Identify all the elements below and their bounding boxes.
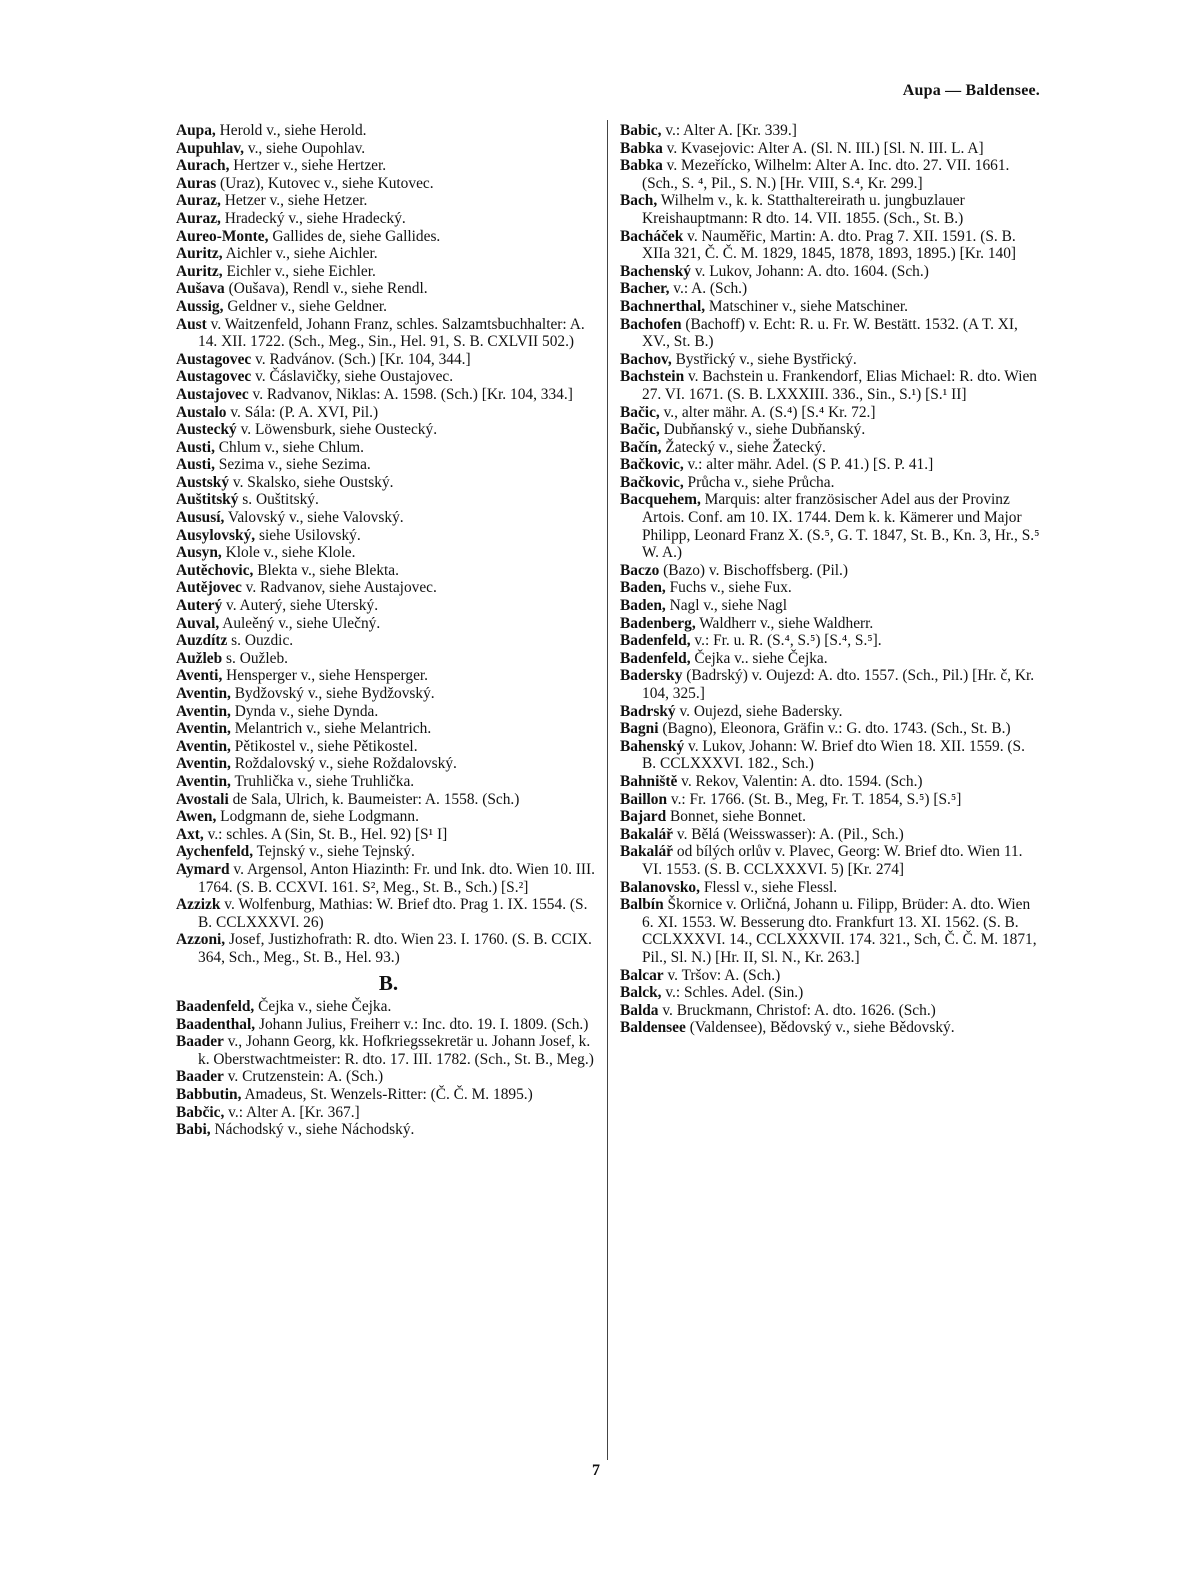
dictionary-entry: [176, 140, 601, 158]
dictionary-entry: [620, 984, 1041, 1002]
entry-text: Škornice v. Orličná, Johann u. Filipp, Brüder: A. dto. Wien 6. XI. 1553. W. Besserung dto. Frankfurt 13. XI. 1562. (S. B. CCLXXXVI. 14., CCLXXXVII. 174. 321., Sch, Č. Č. M. 1871, Pil., Sl. N.) [Hr. II, Sl. N., Kr. 263.]: [642, 896, 1037, 966]
dictionary-entry: [620, 456, 1041, 474]
entry-headword: Bachnerthal,: [620, 297, 706, 315]
entry-headword: Aupa,: [176, 122, 216, 139]
entry-headword: Azzoni,: [176, 931, 226, 949]
entry-text: v.: alter mähr. Adel. (S P. 41.) [S. P. 41.]: [683, 456, 934, 474]
dictionary-entry: [176, 597, 601, 615]
dictionary-entry: [620, 1002, 1041, 1020]
entry-headword: Ausylovský,: [176, 526, 256, 544]
entry-text: Hensperger v., siehe Hensperger.: [222, 667, 429, 685]
entry-text: Aichler v., siehe Aichler.: [222, 245, 378, 263]
entry-text: Melantrich v., siehe Melantrich.: [230, 720, 432, 738]
entry-text: Dubňanský v., siehe Dubňanský.: [659, 421, 866, 439]
entry-text: v. Bachstein u. Frankendorf, Elias Michael: R. dto. Wien 27. VI. 1671. (S. B. LXXXIII. 336., Sin., S.¹) [S.¹ II]: [642, 368, 1038, 403]
dictionary-entry: [620, 773, 1041, 791]
dictionary-entry: [176, 998, 601, 1016]
entry-text: v.: Alter A. [Kr. 339.]: [661, 122, 797, 139]
entry-text: v. Waitzenfeld, Johann Franz, schles. Salzamtsbuchhalter: A. 14. XII. 1722. (Sch., Meg., Sin., Hel. 91, S. B. CXLVII 502.): [198, 315, 585, 351]
entry-text: v. Rekov, Valentin: A. dto. 1594. (Sch.): [677, 772, 923, 790]
dictionary-entry: [620, 1019, 1041, 1037]
entry-headword: Bacher,: [620, 280, 670, 298]
dictionary-entry: [620, 228, 1041, 263]
dictionary-entry: [620, 280, 1041, 298]
dictionary-entry: [176, 404, 601, 422]
entry-text: (Bazo) v. Bischoffsberg. (Pil.): [659, 561, 848, 579]
dictionary-entry: [176, 615, 601, 633]
entry-headword: Bakalář: [620, 843, 674, 861]
dictionary-entry: [620, 896, 1041, 966]
entry-text: v. Tršov: A. (Sch.): [663, 966, 781, 984]
entry-text: Valovský v., siehe Valovský.: [224, 509, 404, 527]
dictionary-entry: [620, 421, 1041, 439]
dictionary-entry: [176, 192, 601, 210]
dictionary-entry: [620, 439, 1041, 457]
entry-text: v. Čáslavičky, siehe Oustajovec.: [251, 368, 454, 386]
dictionary-entry: [176, 527, 601, 545]
entry-headword: Austagovec: [176, 350, 252, 368]
dictionary-entry: [620, 738, 1041, 773]
dictionary-entry: [176, 544, 601, 562]
dictionary-entry: [176, 351, 601, 369]
entry-headword: Austalo: [176, 403, 227, 421]
dictionary-entry: [620, 967, 1041, 985]
entry-text: v., Johann Georg, kk. Hofkriegssekretär u. Johann Josef, k. k. Oberstwachtmeister: R. dto. 17. III. 1782. (Sch., St. B., Meg.): [198, 1033, 594, 1068]
dictionary-entry: [620, 843, 1041, 878]
entry-text: v. Skalsko, siehe Oustský.: [229, 473, 394, 491]
entry-headword: Balanovsko,: [620, 878, 700, 896]
entry-text: Wilhelm v., k. k. Statthaltereirath u. jungbuzlauer Kreishauptmann: R dto. 14. VII. 1855. (Sch., St. B.): [642, 192, 965, 227]
dictionary-entry: [176, 474, 601, 492]
dictionary-entry: [620, 474, 1041, 492]
entry-headword: Badenberg,: [620, 614, 696, 632]
entry-headword: Bakalář: [620, 825, 674, 843]
dictionary-entry: [176, 122, 601, 140]
entry-headword: Bahenský: [620, 737, 685, 755]
entry-headword: Auraz,: [176, 209, 221, 227]
entry-text: Fuchs v., siehe Fux.: [665, 579, 792, 597]
entry-text: s. Ouštitský.: [238, 491, 319, 509]
dictionary-entry: [620, 879, 1041, 897]
dictionary-entry: [176, 368, 601, 386]
dictionary-entry: [176, 773, 601, 791]
entry-headword: Balbín: [620, 896, 664, 914]
entry-text: Hertzer v., siehe Hertzer.: [229, 157, 387, 175]
dictionary-entry: [176, 210, 601, 228]
entry-headword: Baden,: [620, 579, 666, 597]
entry-text: (Bachoff) v. Echt: R. u. Fr. W. Bestätt. 1532. (A T. XI, XV., St. B.): [642, 315, 1018, 351]
entry-headword: Aventi,: [176, 667, 223, 685]
dictionary-entry: [176, 316, 601, 351]
entry-headword: Bahniště: [620, 772, 678, 790]
dictionary-entry: [176, 931, 601, 966]
entry-headword: Bacquehem,: [620, 491, 701, 509]
entry-headword: Baadenfeld,: [176, 998, 255, 1016]
entry-text: v.: schles. A (Sin, St. B., Hel. 92) [S¹ I]: [203, 825, 448, 843]
entry-text: Sezima v., siehe Sezima.: [214, 456, 371, 474]
dictionary-entry: [176, 896, 601, 931]
entry-headword: Badersky: [620, 667, 683, 685]
dictionary-entry: [176, 861, 601, 896]
entry-text: v.: Alter A. [Kr. 367.]: [224, 1103, 360, 1121]
dictionary-entry: [620, 298, 1041, 316]
entry-text: v. Mezeřícko, Wilhelm: Alter A. Inc. dto. 27. VII. 1661. (Sch., S. ⁴, Pil., S. N.) [Hr. VIII, S.⁴, Kr. 299.]: [642, 157, 1010, 192]
entry-headword: Aussig,: [176, 297, 224, 315]
entry-headword: Austi,: [176, 456, 215, 474]
dictionary-entry: [176, 667, 601, 685]
right-column: [620, 122, 1041, 1037]
entry-text: Herold v., siehe Herold.: [215, 122, 367, 139]
dictionary-entry: [620, 368, 1041, 403]
dictionary-entry: [620, 140, 1041, 158]
entries-b-section-right: [620, 122, 1041, 1037]
dictionary-entry: [620, 562, 1041, 580]
dictionary-entry: [620, 703, 1041, 721]
entry-headword: Badenfeld,: [620, 632, 691, 650]
dictionary-entry: [620, 491, 1041, 561]
dictionary-entry: [176, 579, 601, 597]
entry-text: v.: Fr. u. R. (S.⁴, S.⁵) [S.⁴, S.⁵].: [690, 632, 882, 650]
entry-text: v. Bruckmann, Christof: A. dto. 1626. (Sch.): [658, 1001, 936, 1019]
entry-text: s. Oužleb.: [222, 649, 289, 667]
entry-headword: Baadenthal,: [176, 1015, 256, 1033]
dictionary-entry: [620, 351, 1041, 369]
entry-headword: Aususí,: [176, 509, 225, 527]
entry-headword: Bačic,: [620, 403, 660, 421]
entry-headword: Baczo: [620, 561, 660, 579]
dictionary-entry: [176, 650, 601, 668]
dictionary-entry: [620, 263, 1041, 281]
entries-a-section: [176, 122, 601, 967]
dictionary-entry: [176, 386, 601, 404]
entry-text: Bystřický v., siehe Bystřický.: [671, 350, 857, 368]
entry-headword: Aventin,: [176, 685, 231, 702]
entry-headword: Auritz,: [176, 245, 223, 263]
entry-text: de Sala, Ulrich, k. Baumeister: A. 1558. (Sch.): [228, 790, 520, 808]
dictionary-entry: [176, 421, 601, 439]
entry-headword: Awen,: [176, 808, 217, 826]
entry-headword: Autějovec: [176, 579, 242, 597]
entry-headword: Bačkovic,: [620, 456, 684, 474]
dictionary-entry: [620, 597, 1041, 615]
entry-text: v. Radvanov, siehe Austajovec.: [241, 579, 437, 597]
dictionary-entry: [176, 1068, 601, 1086]
entry-text: Nagl v., siehe Nagl: [665, 597, 788, 615]
entry-headword: Aventin,: [176, 772, 231, 790]
entry-headword: Austi,: [176, 438, 215, 456]
entry-text: Chlum v., siehe Chlum.: [214, 438, 364, 456]
dictionary-entry: [176, 157, 601, 175]
dictionary-entry: [176, 298, 601, 316]
dictionary-entry: [620, 579, 1041, 597]
entry-text: Geldner v., siehe Geldner.: [223, 297, 388, 315]
entry-headword: Auterý: [176, 597, 223, 615]
dictionary-entry: [176, 685, 601, 703]
entry-headword: Auštitský: [176, 491, 239, 509]
dictionary-entry: [176, 228, 601, 246]
entry-headword: Aymard: [176, 860, 230, 878]
dictionary-entry: [176, 632, 601, 650]
dictionary-entry: [620, 122, 1041, 140]
entry-text: Bonnet, siehe Bonnet.: [666, 808, 806, 826]
dictionary-entry: [620, 192, 1041, 227]
dictionary-entry: [620, 157, 1041, 192]
dictionary-entry: [176, 245, 601, 263]
entry-text: (Uraz), Kutovec v., siehe Kutovec.: [216, 174, 434, 192]
entry-text: Matschiner v., siehe Matschiner.: [705, 297, 908, 315]
entry-text: Klole v., siehe Klole.: [221, 544, 356, 562]
entry-headword: Auras: [176, 174, 217, 192]
entry-headword: Badenfeld,: [620, 649, 691, 667]
entry-text: Truhlička v., siehe Truhlička.: [230, 772, 415, 790]
entry-text: v. Nauměřic, Martin: A. dto. Prag 7. XII. 1591. (S. B. XIIa 321, Č. Č. M. 1829, 1845, 1878, 1893, 1895.) [Kr. 140]: [642, 227, 1017, 263]
dictionary-entry: [176, 1086, 601, 1104]
entry-text: Průcha v., siehe Průcha.: [683, 473, 835, 491]
entry-headword: Bačic,: [620, 421, 660, 439]
entry-text: Náchodský v., siehe Náchodský.: [210, 1121, 415, 1139]
dictionary-entry: [176, 1016, 601, 1034]
entry-text: v. Oujezd, siehe Badersky.: [675, 702, 843, 720]
entry-headword: Bachov,: [620, 350, 672, 368]
dictionary-entry: [176, 263, 601, 281]
entry-headword: Bajard: [620, 808, 667, 826]
entry-headword: Balcar: [620, 966, 664, 984]
entry-headword: Babic,: [620, 122, 662, 139]
entry-text: v. Löwensburk, siehe Oustecký.: [236, 421, 438, 439]
entry-headword: Baden,: [620, 597, 666, 615]
entry-headword: Auritz,: [176, 262, 223, 280]
entry-headword: Axt,: [176, 825, 204, 843]
entry-text: Čejka v.. siehe Čejka.: [690, 649, 828, 667]
entry-headword: Balda: [620, 1001, 659, 1019]
entry-text: Waldherr v., siehe Waldherr.: [695, 614, 874, 632]
entry-headword: Babčic,: [176, 1103, 225, 1121]
column-divider: [607, 120, 608, 1460]
entry-text: siehe Usilovský.: [255, 526, 361, 544]
entry-text: Amadeus, St. Wenzels-Ritter: (Č. Č. M. 1895.): [241, 1086, 533, 1104]
dictionary-entry: [620, 791, 1041, 809]
dictionary-entry: [176, 562, 601, 580]
left-column: [176, 122, 601, 1139]
dictionary-entry: [176, 175, 601, 193]
entry-text: v. Kvasejovic: Alter A. (Sl. N. III.) [Sl. N. III. L. A]: [662, 139, 984, 157]
entry-text: (Badrský) v. Oujezd: A. dto. 1557. (Sch., Pil.) [Hr. č, Kr. 104, 325.]: [642, 667, 1035, 702]
entries-b-section-left: [176, 998, 601, 1139]
dictionary-entry: [176, 491, 601, 509]
entry-text: Čejka v., siehe Čejka.: [254, 998, 392, 1016]
dictionary-entry: [620, 615, 1041, 633]
entry-text: v.: A. (Sch.): [669, 280, 748, 298]
entry-text: Žatecký v., siehe Žatecký.: [661, 438, 826, 456]
entry-headword: Baader: [176, 1068, 224, 1086]
entry-headword: Aventin,: [176, 720, 231, 738]
entry-headword: Austajovec: [176, 385, 249, 403]
section-letter-b: B.: [378, 970, 399, 995]
entry-text: v. Radvanov, Niklas: A. 1598. (Sch.) [Kr. 104, 334.]: [248, 385, 573, 403]
entry-headword: Aušava: [176, 280, 225, 298]
entry-text: Tejnský v., siehe Tejnský.: [253, 843, 415, 861]
entry-text: v. Sála: (P. A. XVI, Pil.): [226, 403, 379, 421]
dictionary-entry: [176, 509, 601, 527]
entry-text: v.: Schles. Adel. (Sin.): [661, 984, 804, 1002]
dictionary-entry: [620, 720, 1041, 738]
entry-headword: Auzdítz: [176, 632, 228, 650]
entry-headword: Baillon: [620, 790, 668, 808]
entry-headword: Aurach,: [176, 157, 230, 175]
entry-text: Gallides de, siehe Gallides.: [268, 227, 441, 245]
entry-text: od bílých orlův v. Plavec, Georg: W. Brief dto. Wien 11. VI. 1553. (S. B. CCLXXXVI. 5) [Kr. 274]: [642, 843, 1023, 878]
entry-headword: Bachstein: [620, 368, 685, 386]
entry-headword: Aupuhlav,: [176, 139, 245, 157]
entry-headword: Avostali: [176, 790, 229, 808]
entry-headword: Bacháček: [620, 227, 684, 245]
entry-text: v. Lukov, Johann: W. Brief dto Wien 18. XII. 1559. (S. B. CCLXXXVI. 182., Sch.): [642, 737, 1025, 773]
entry-text: Marquis: alter französischer Adel aus der Provinz Artois. Conf. am 10. IX. 1744. Dem k. k. Kämerer und Major Philipp, Leonard Franz X. (S.⁵, G. T. 1847, St. B., Kn. 3, Hr., S.⁵ W. A.): [642, 491, 1040, 562]
entry-text: v. Wolfenburg, Mathias: W. Brief dto. Prag 1. IX. 1554. (S. B. CCLXXXVI. 26): [198, 896, 588, 931]
entry-headword: Austecký: [176, 421, 237, 439]
entry-headword: Baldensee: [620, 1019, 686, 1037]
entry-headword: Badrský: [620, 702, 676, 720]
entry-headword: Bačkovic,: [620, 473, 684, 491]
entry-headword: Auval,: [176, 614, 220, 632]
entry-text: Roždalovský v., siehe Roždalovský.: [230, 755, 457, 773]
entry-headword: Aventin,: [176, 755, 231, 773]
entry-text: Auleěný v., siehe Ulečný.: [219, 614, 381, 632]
dictionary-entry: [176, 826, 601, 844]
entry-text: v. Lukov, Johann: A. dto. 1604. (Sch.): [691, 262, 929, 280]
dictionary-entry: [176, 808, 601, 826]
dictionary-entry: [176, 439, 601, 457]
entry-headword: Bagni: [620, 720, 659, 738]
entry-text: Hradecký v., siehe Hradecký.: [220, 209, 406, 227]
entry-headword: Austagovec: [176, 368, 252, 386]
entry-text: s. Ouzdic.: [227, 632, 294, 650]
entry-text: Bydžovský v., siehe Bydžovský.: [230, 685, 435, 702]
entry-headword: Baader: [176, 1033, 224, 1051]
entry-text: Josef, Justizhofrath: R. dto. Wien 23. I. 1760. (S. B. CCIX. 364, Sch., Meg., St. B., Hel. 93.): [198, 931, 592, 966]
entry-text: v. Crutzenstein: A. (Sch.): [223, 1068, 384, 1086]
entry-headword: Azzizk: [176, 896, 221, 914]
entry-text: Dynda v., siehe Dynda.: [230, 702, 379, 720]
dictionary-entry: [176, 456, 601, 474]
entry-text: (Valdensee), Bědovský v., siehe Bědovský.: [685, 1019, 955, 1037]
entry-text: Flessl v., siehe Flessl.: [699, 878, 838, 896]
entry-text: Eichler v., siehe Eichler.: [222, 262, 376, 280]
entry-headword: Bachenský: [620, 262, 691, 280]
entry-headword: Autěchovic,: [176, 561, 254, 579]
entry-headword: Bačín,: [620, 438, 662, 456]
entry-headword: Bachofen: [620, 315, 682, 333]
entry-headword: Aužleb: [176, 649, 223, 667]
entry-headword: Aureo-Monte,: [176, 227, 269, 245]
entry-text: v., alter mähr. A. (S.⁴) [S.⁴ Kr. 72.]: [659, 403, 876, 421]
dictionary-entry: [620, 826, 1041, 844]
entry-headword: Bach,: [620, 192, 658, 210]
entry-text: (Bagno), Eleonora, Gräfin v.: G. dto. 1743. (Sch., St. B.): [658, 720, 1011, 738]
entry-headword: Aventin,: [176, 737, 231, 755]
entry-headword: Ausyn,: [176, 544, 222, 562]
entry-text: Johann Julius, Freiherr v.: Inc. dto. 19. I. 1809. (Sch.): [255, 1015, 589, 1033]
entry-text: Pětikostel v., siehe Pětikostel.: [230, 737, 418, 755]
page-number: 7: [592, 1462, 600, 1479]
dictionary-entry: [176, 843, 601, 861]
dictionary-entry: [176, 1104, 601, 1122]
dictionary-entry: [176, 1121, 601, 1139]
dictionary-entry: [176, 280, 601, 298]
entry-headword: Aychenfeld,: [176, 843, 254, 861]
dictionary-entry: [620, 316, 1041, 351]
dictionary-entry: [620, 632, 1041, 650]
entry-headword: Babbutin,: [176, 1086, 242, 1104]
entry-headword: Babka: [620, 157, 663, 175]
dictionary-entry: [620, 808, 1041, 826]
entry-text: Hetzer v., siehe Hetzer.: [220, 192, 368, 210]
entry-text: v. Auterý, siehe Uterský.: [222, 597, 379, 615]
running-header: Aupa — Baldensee.: [902, 82, 1040, 99]
entry-text: v., siehe Oupohlav.: [244, 139, 366, 157]
dictionary-entry: [620, 404, 1041, 422]
entry-headword: Babka: [620, 139, 663, 157]
dictionary-entry: [176, 791, 601, 809]
dictionary-entry: [620, 667, 1041, 702]
dictionary-entry: [176, 1033, 601, 1068]
dictionary-entry: [620, 650, 1041, 668]
dictionary-entry: [176, 738, 601, 756]
dictionary-entry: [176, 755, 601, 773]
entry-text: v. Radvánov. (Sch.) [Kr. 104, 344.]: [251, 350, 471, 368]
dictionary-entry: [176, 703, 601, 721]
entry-headword: Aust: [176, 315, 207, 333]
dictionary-entry: [176, 720, 601, 738]
entry-headword: Babi,: [176, 1121, 211, 1139]
entry-headword: Auraz,: [176, 192, 221, 210]
entry-text: (Oušava), Rendl v., siehe Rendl.: [224, 280, 428, 298]
entry-text: Blekta v., siehe Blekta.: [253, 561, 399, 579]
entry-headword: Aventin,: [176, 702, 231, 720]
entry-text: v. Argensol, Anton Hiazinth: Fr. und Ink. dto. Wien 10. III. 1764. (S. B. CCXVI. 161. S², Meg., St. B., Sch.) [S.²]: [198, 860, 596, 896]
entry-text: Lodgmann de, siehe Lodgmann.: [216, 808, 419, 826]
entry-headword: Balck,: [620, 984, 662, 1002]
entry-text: v. Bělá (Weisswasser): A. (Pil., Sch.): [673, 825, 904, 843]
entry-text: v.: Fr. 1766. (St. B., Meg, Fr. T. 1854, S.⁵) [S.⁵]: [667, 790, 962, 808]
entry-headword: Austský: [176, 473, 230, 491]
